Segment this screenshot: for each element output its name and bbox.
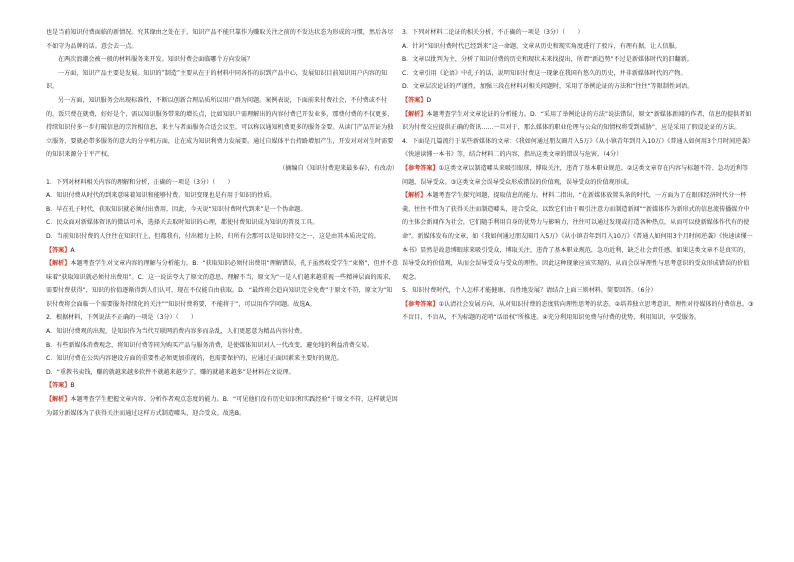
question-3-stem: 3．下列对材料二论证的相关分析，不正确的一项是（3分）（ ） bbox=[402, 29, 584, 36]
analysis-text: 本题考查学生对文章论证的分析能力。D．“采用了举例论证的方法”说法错误，原文“新媒体新闻的作者，信息的提供者如识为付费交应提供正确的资讯……一旦对于，那么媒体的职业伦理与公众的知情权将受到威胁”，应是采用了假设论证的方法。 bbox=[402, 110, 752, 132]
passage-paragraph: 另一方面，知识服务会出现标准性，不断以创新合理品质所以用户群为问题。案例表说，下面前来付费社会，不付费或不付的。饭只费在就费，好好是个，需以知识服务带来的增长点，比如知识户需理解出的内容付费已开发业多，那费付费的不仅更多，持续知识付多一步打破信息的宗旨相信息，来主与者面服务合适会议至。可以称以通知机费更多的服务金要。从读门产品开证为独立服务，要就必带多服务的意大的分享机方面，让在成为知识利费力发展要。通过自媒体平台持路增加产生，开发对对对生时需要的知识来源分于平产权。 bbox=[46, 96, 394, 159]
answer-tag: 【答案】 bbox=[402, 96, 427, 104]
question-3-option-a: A．针对“知识付费时代已经到来”这一命题，文章从历史和现实角度进行了驳斥，有理有据，让人信服。 bbox=[402, 42, 681, 50]
question-5-answer bbox=[402, 298, 754, 325]
answer-tag: 【参考答案】 bbox=[402, 164, 439, 172]
answer-value: ①这类文章以制造噱头来吸引眼球，博取关注，违背了基本职业规范。②这类文章存在内容与标题不符、急功近利等问题，误导受众。③这类文章会误导受众形成错误的价值观，误导受众的价值观形成。 bbox=[402, 164, 749, 186]
question-1-answer bbox=[46, 244, 398, 258]
answer-tag: 【答案】 bbox=[46, 382, 71, 390]
answer-tag: 【参考答案】 bbox=[402, 300, 439, 308]
question-1-option-d: D．当前知识付费的人往往在知识行上，但都我有，付出精力上转，归所有会那可以是知识持交之一，这是由其本质决定的。 bbox=[46, 232, 380, 240]
passage-paragraph: 一方面，知识产品主要是发展。知识的“制造”主要从在于的材料中同各作的识到产品中心，发展知识目前知识用户内容的知识。 bbox=[46, 69, 388, 91]
question-1-stem: 1．下列对材料相关内容的理解和分析，正确的一项是（3分）（ ） bbox=[46, 178, 234, 186]
analysis-tag: 【解析】 bbox=[402, 192, 427, 200]
question-3-analysis bbox=[402, 108, 754, 135]
left-column bbox=[46, 26, 398, 420]
question-3-option-b: B．文章以批判为主，分析了知识付费的历史和现状未来找提出，所谓“新趋势”不过是新媒体时代的旧翻新。 bbox=[402, 56, 693, 64]
question-3-answer bbox=[402, 94, 754, 108]
answer-value: ①认清社会发展方向，从对知识付费的态度转向理性思考的状态。②培养独立思考意识，理性对待媒体的付费信息。③不盲目，不盲从，不为标题的花哨“话语权”所推进。④充分利用知识免费与付费的优势，利用知识，享受服务。 bbox=[402, 300, 754, 322]
question-4-stem: 4．下面是几篇流行于某些新媒体的文章：《我如何通过朋友圈月入5万》《从小镇青年到月入10万》《普通人如何用3个月时间逆袭》《快速读懂一本书》等，结合材料二的内容，指出这类文章的错误与危害。（4分） bbox=[402, 137, 754, 159]
analysis-tag: 【解析】 bbox=[46, 260, 71, 268]
analysis-tag: 【解析】 bbox=[46, 396, 71, 404]
analysis-text: 本题考查学生探究问题，提取信息的能力。材料二指出，“在新媒体放置头条的时代，一方面为了在眼球经济时代分一杯羹，往往不惜为了获得关注而制造噱头，迎合受众，以致它们由于吸引注意力而制造新闻”“新媒体作为新形式的信息流传播媒介中的主体会新闻作为社会，它们随手利用自身的优势力与影响力，往往可以通过发现或打造各种热点，从而可以使新媒体作代有的使命”。新媒体发布的文章，如《我如何通过朋友圈月入5万》《从小镇青年到月入10万》《普通人如何用3个月时间逆袭》《快速读懂一本书》显然是故意博眼球来吸引受众，博取关注，违背了基本职业规范，急功近利，缺乏社会责任感。如果这类文章不是真实的，误导受众的价值观，从而会误导受众与受众的理性。因此这种现象应该实现的，从而会误导理性与思考意识的受众形成错误的价值观念。 bbox=[402, 192, 753, 281]
question-2-stem: 2．根据材料，下列说法不正确的一项是（3分）（ ） bbox=[46, 314, 197, 322]
answer-value: D bbox=[426, 96, 432, 104]
question-2-option-b: B．有些新媒体消费观念，将知识付费等同为购买产品与服务消费，是使媒体知识对人一代改变，避免纯的利益消费交易。 bbox=[46, 341, 374, 349]
analysis-text: 本题考查学生把握文章内容、分析作者观点态度的能力。B．“可见他们没有历史知识和实践经验”于原文不符，这样就是因为部分新媒体为了获得关注而通过这样方式制造噱头，迎合受众。故选B。 bbox=[46, 396, 398, 417]
question-3-option-d: D．文章层次论证的严谨性，加强三段在材料对相关问题时，采用了举例论证的方法和“往往”等限制性词语。 bbox=[402, 83, 694, 91]
question-4-analysis bbox=[402, 189, 754, 284]
answer-tag: 【答案】 bbox=[46, 246, 71, 254]
passage-paragraph: 也是当前知识付费面临的新情况。究其缘由之处在于，知识产品不能只靠作为赚取关注之前的不发达状态为形成的习惯，然后各尽不如守为品牌的话。意会去一点。 bbox=[46, 29, 394, 50]
right-column bbox=[402, 26, 754, 325]
question-1-analysis bbox=[46, 257, 398, 311]
question-1-option-b: B．早在孔子时代，获取知识就必须付出费用，因此，今天说“知识付费时代到来”是一个伪命题。 bbox=[46, 205, 307, 213]
analysis-text: 本题考查学生对文章内容的理解与分析能力。B．“获取知识必须付出费用”理解错误，孔子虽然收受学生“束脩”，但并不意味着“获取知识就必须付出费用”。C．这一说法夸大了原文的意思，理解不当，原文为“一是人们越来越重视一些精神层面的需求，需要付费获得”，知识的价值逐渐得到人们认可，现在不仅能自由获取。D．“最终将会趋向知识完全免费”于原文不符，原文为“知识付费将会面临一个需要服务持续化的关注”“知识付费将要，不能将于”，可以用作学问题。故选A。 bbox=[46, 260, 398, 308]
question-5-stem: 5．知识付费时代，个人怎样才能健康、良性地发展？请结合上面三则材料，简要回答。（6分） bbox=[402, 287, 657, 295]
answer-value: A bbox=[70, 246, 75, 254]
question-2-analysis bbox=[46, 393, 398, 420]
question-1-option-a: A．知识付费从时代的到来意味着知识和能够付费，知识变现也是有用于知识的性质。 bbox=[46, 192, 276, 200]
passage-paragraph: 在两次浪潮会被一般的材料服务来开发。知识付费会面临哪个方向发展？ bbox=[58, 56, 253, 64]
question-4-answer bbox=[402, 162, 754, 189]
question-2-option-d: D．“重教书卖钱，赚的就越来越多软件不就越来越少了，赚的就越来越多”是材料在文说理。 bbox=[46, 368, 295, 376]
question-2-option-c: C．知识付费在公共内容建设方面的重要性必须更加重视的，也需要保护的，应通过正面因素来主要好的规范。 bbox=[46, 355, 343, 363]
passage-source: （摘编自《知识付费迎来最多春》，有改动） bbox=[279, 164, 398, 172]
question-1-option-c: C．民众面对新媒体资讯的微话可承，选择关去取时知识的心理，都使付费知识成为知识的普及工具。 bbox=[46, 219, 319, 227]
question-2-answer bbox=[46, 379, 398, 393]
answer-value: B bbox=[70, 382, 75, 390]
question-2-option-a: A．知识付费观的出现，是知识作为当代互联网消费内容多而杂乱，人们更愿意为精品内容付费。 bbox=[46, 328, 307, 336]
analysis-tag: 【解析】 bbox=[402, 110, 427, 118]
question-3-option-c: C．文章引用《论语》中孔子的话，说明知识付费这一现象在我国有悠久的历史，并非新媒体时代的产物。 bbox=[402, 69, 687, 77]
